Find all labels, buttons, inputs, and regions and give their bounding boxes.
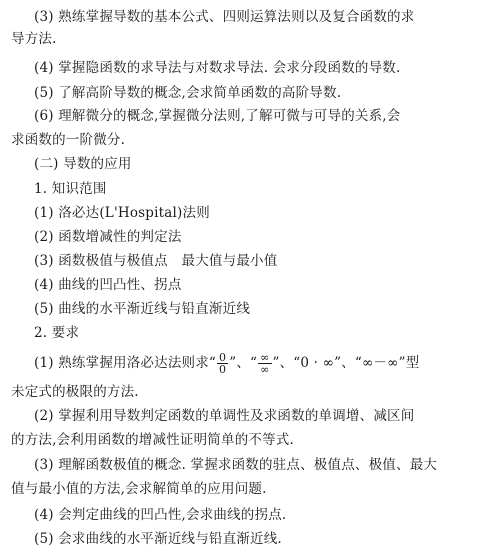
text-line: (5) 会求曲线的水平渐近线与铅直渐近线. [34, 531, 282, 547]
text-line: (3) 函数极值与极值点 最大值与最小值 [34, 253, 278, 269]
fraction-infinity-over-infinity [258, 352, 271, 375]
section-heading: (二) 导数的应用 [34, 156, 132, 172]
text-line: (4) 会判定曲线的凹凸性,会求曲线的拐点. [34, 507, 287, 523]
fraction-zero-over-zero [217, 352, 228, 375]
formula-prefix: (1) 熟练掌握用洛必达法则求“ [34, 355, 217, 371]
formula-line [34, 352, 419, 375]
text-line: (1) 洛必达(L'Hospital)法则 [34, 205, 210, 221]
text-line: 值与最小值的方法,会求解简单的应用问题. [11, 481, 267, 497]
text-line: (2) 函数增减性的判定法 [34, 229, 182, 245]
fraction-denominator: ∞ [260, 363, 270, 376]
subsection-heading: 1. 知识范围 [34, 181, 107, 197]
text-line: (4) 掌握隐函数的求导法与对数求导法. 会求分段函数的导数. [34, 60, 401, 76]
text-line: 未定式的极限的方法. [11, 384, 139, 400]
text-line: 的方法,会利用函数的增减性证明简单的不等式. [11, 432, 294, 448]
text-line: (5) 了解高阶导数的概念,会求简单函数的高阶导数. [34, 85, 342, 101]
text-line: 导方法. [11, 31, 57, 47]
text-line: (2) 掌握利用导数判定函数的单调性及求函数的单调增、减区间 [34, 408, 415, 424]
formula-separator: ”、“ [229, 355, 258, 371]
fraction-numerator: ∞ [260, 351, 270, 364]
fraction-denominator: 0 [219, 363, 227, 376]
text-line: (4) 曲线的凹凸性、拐点 [34, 277, 182, 293]
text-line: 求函数的一阶微分. [11, 132, 126, 148]
text-line: (3) 理解函数极值的概念. 掌握求函数的驻点、极值点、极值、最大 [34, 457, 438, 473]
text-line: (5) 曲线的水平渐近线与铅直渐近线 [34, 301, 251, 317]
subsection-heading: 2. 要求 [34, 325, 80, 341]
fraction-numerator: 0 [219, 351, 227, 364]
formula-rest: ”、“0 · ∞”、“∞－∞”型 [272, 355, 420, 371]
text-line: (3) 熟练掌握导数的基本公式、四则运算法则以及复合函数的求 [34, 9, 415, 25]
text-line: (6) 理解微分的概念,掌握微分法则,了解可微与可导的关系,会 [34, 108, 401, 124]
